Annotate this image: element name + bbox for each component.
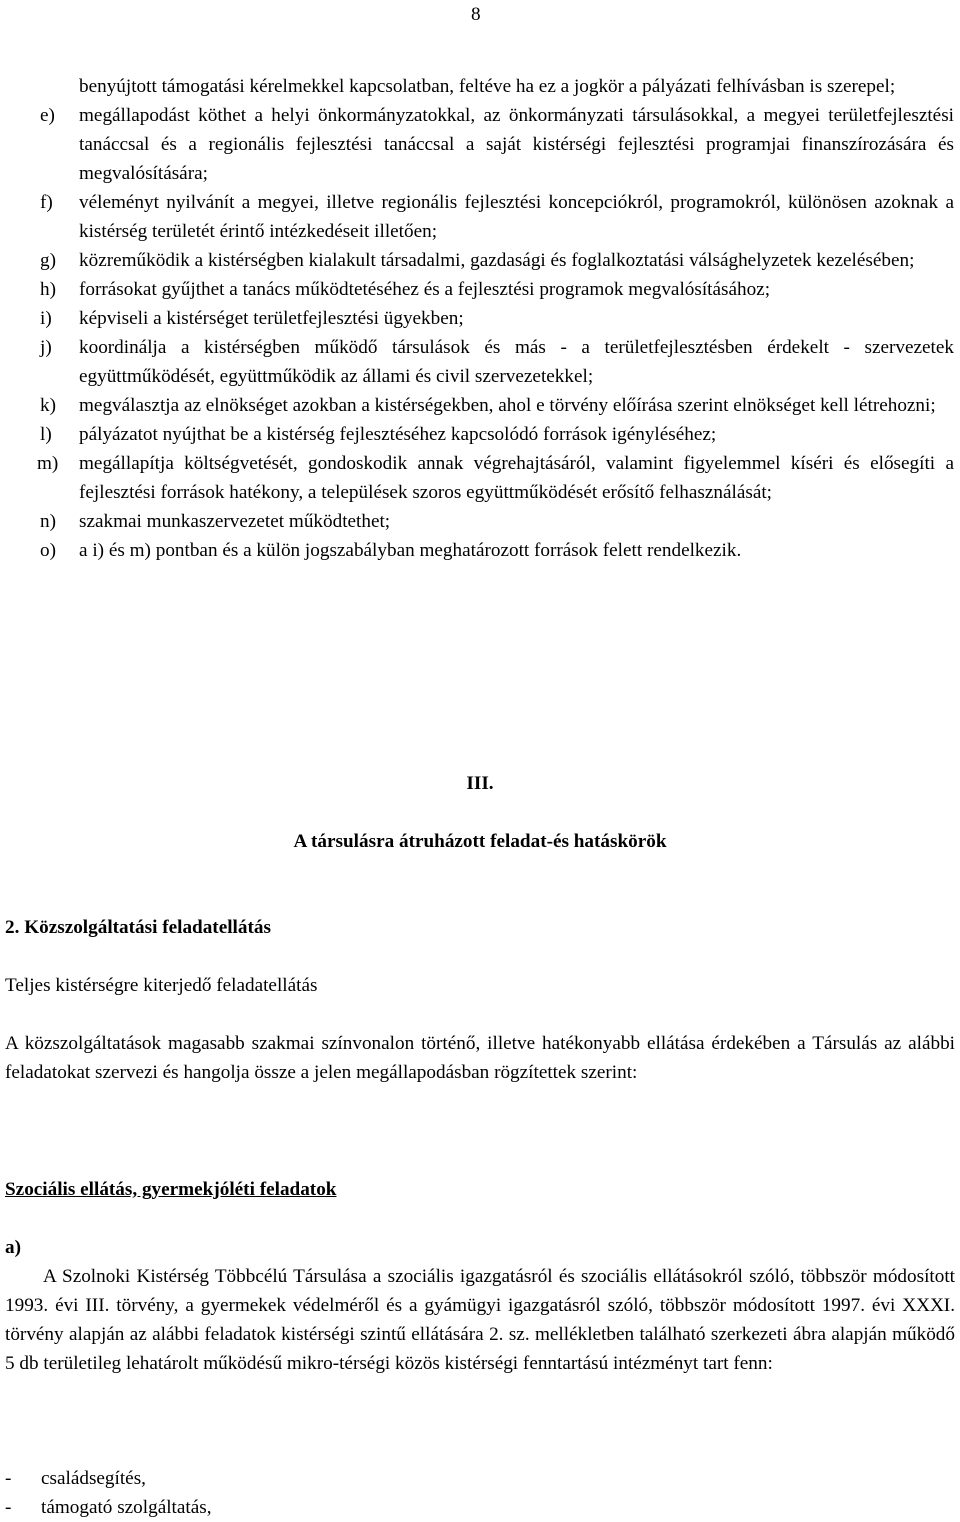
list-item-text: koordinálja a kistérségben működő társulások és más - a területfejlesztésben érdekelt - szervezetek együttműködését, együttműködik az állami és civil szervezetekkel; xyxy=(79,337,954,387)
list-item xyxy=(0,304,960,333)
social-heading: Szociális ellátás, gyermekjóléti feladatok xyxy=(5,1179,337,1200)
list-item-text: a i) és m) pontban és a külön jogszabályban meghatározott források felett rendelkezik. xyxy=(79,540,742,561)
paragraph-marker: a) xyxy=(5,1237,21,1258)
list-item-text: megállapítja költségvetését, gondoskodik annak végrehajtásáról, valamint figyelemmel kíséri és elősegíti a fejlesztési források hatékony, a települések szoros együttműködését erősítő felhasználását; xyxy=(79,453,954,503)
list-item-marker: j) xyxy=(40,337,52,358)
subsection-subheading: Teljes kistérségre kiterjedő feladatellátás xyxy=(5,975,318,996)
list-item-marker: o) xyxy=(40,540,56,561)
section-title: A társulásra átruházott feladat-és hatáskörök xyxy=(293,831,667,852)
list-item-marker: m) xyxy=(37,453,59,474)
social-paragraph: A Szolnoki Kistérség Többcélú Társulása a szociális igazgatásról és szociális ellátásokról szóló, többször módosított 1993. évi III. törvény, a gyermekek védelméről és a gyámügyi igazgatásról szóló, többször módosított 1997. évi XXXI. törvény alapján az alábbi feladatok kistérségi szintű ellátására 2. sz. mellékletben található szerkezeti ábra alapján működő 5 db területileg lehatárolt működésű mikro-térségi közös kistérségi fenntartású intézményt tart fenn: xyxy=(5,1266,955,1374)
list-item-marker: k) xyxy=(40,395,56,416)
list-item xyxy=(0,449,960,507)
list-item-text: megállapodást köthet a helyi önkormányzatokkal, az önkormányzati társulásokkal, a megyei területfejlesztési tanáccsal és a regionális fejlesztési tanáccsal a saját kistérségi fejlesztési programjai finanszírozására és megvalósítására; xyxy=(79,105,954,184)
list-item-text: közreműködik a kistérségben kialakult társadalmi, gazdasági és foglalkoztatási válsághelyzetek kezelésében; xyxy=(79,250,915,271)
list-item-marker: n) xyxy=(40,511,56,532)
list-item xyxy=(0,101,960,188)
list-item xyxy=(0,391,960,420)
bullet-list xyxy=(5,1464,212,1522)
list-item xyxy=(0,246,960,275)
subsection-heading: 2. Közszolgáltatási feladatellátás xyxy=(5,917,271,938)
list-item-text: képviseli a kistérséget területfejlesztési ügyekben; xyxy=(79,308,464,329)
bullet-item xyxy=(5,1464,212,1493)
list-item-marker: h) xyxy=(40,279,56,300)
list-item-text: szakmai munkaszervezetet működtethet; xyxy=(79,511,391,532)
bullet-dash: - xyxy=(5,1497,12,1518)
bullet-text: támogató szolgáltatás, xyxy=(41,1497,212,1518)
bullet-item xyxy=(5,1493,212,1522)
list-item xyxy=(0,333,960,391)
list-item-text: forrásokat gyűjthet a tanács működtetéséhez és a fejlesztési programok megvalósításához; xyxy=(79,279,771,300)
list-item-text: megválasztja az elnökséget azokban a kistérségekben, ahol e törvény előírása szerint elnökséget kell létrehozni; xyxy=(79,395,936,416)
list-item-marker: l) xyxy=(40,424,52,445)
list-item-marker: f) xyxy=(40,192,53,213)
list-item-marker: e) xyxy=(40,105,55,126)
list-item xyxy=(0,275,960,304)
bullet-text: családsegítés, xyxy=(41,1468,146,1489)
section-number: III. xyxy=(466,773,494,794)
list-item-text: pályázatot nyújthat be a kistérség fejlesztéséhez kapcsolódó források igényléséhez; xyxy=(79,424,717,445)
list-item-marker: g) xyxy=(40,250,56,271)
powers-list xyxy=(0,72,960,565)
list-item-marker: i) xyxy=(40,308,52,329)
page-number: 8 xyxy=(471,4,481,25)
bullet-dash: - xyxy=(5,1468,12,1489)
list-item xyxy=(0,188,960,246)
intro-paragraph: A közszolgáltatások magasabb szakmai színvonalon történő, illetve hatékonyabb ellátása érdekében a Társulás az alábbi feladatokat szervezi és hangolja össze a jelen megállapodásban rögzítettek szerint: xyxy=(5,1033,955,1083)
list-item xyxy=(0,536,960,565)
list-item-text: benyújtott támogatási kérelmekkel kapcsolatban, feltéve ha ez a jogkör a pályázati felhívásban is szerepel; xyxy=(79,76,896,97)
list-item xyxy=(0,507,960,536)
list-item-text: véleményt nyilvánít a megyei, illetve regionális fejlesztési koncepciókról, programokról, különösen azoknak a kistérség területét érintő intézkedéseit illetően; xyxy=(79,192,954,242)
list-item xyxy=(0,420,960,449)
list-item xyxy=(0,72,960,101)
